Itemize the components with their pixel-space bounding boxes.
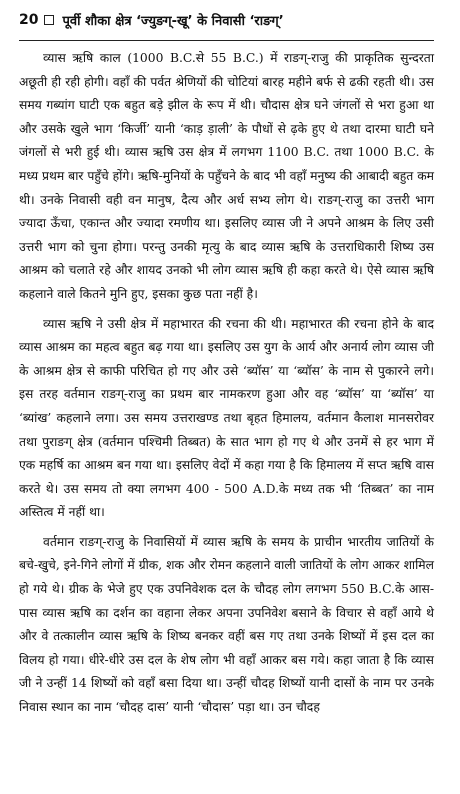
paragraph-2: व्यास ऋषि ने उसी क्षेत्र में महाभारत की रचना की थी। महाभारत की रचना होने के बाद व्यास आश्रम का महत्व बहुत बढ़ गया था। इसलिए उस युग के आर्य और अनार्य लोग व्यास जी के आश्रम क्षेत्र से काफी परिचित हो गए और उसे ‘ब्यॉस’ या ‘ब्यॉस’ के नाम से पुकारने लगे। इस तरह वर्तमान राङग्-राजु का प्रथम बार नामकरण हुआ और वह ‘ब्यॉस’ या ‘ब्यॉस’ या ‘ब्यांख’ कहलाने लगा। उस समय उत्तराखण्ड तथा बृहत हिमालय, वर्तमान कैलाश मानसरोवर तथा पुराङग् क्षेत्र (वर्तमान पश्चिमी तिब्बत) के सात भाग हो गए थे और उनमें से हर भाग में एक महर्षि का आश्रम बन गया था। इसलिए वेदों में कहा गया है कि हिमालय में सप्त ऋषि वास करते थे। उस समय तो क्या लगभग 400 - 500 A.D.के मध्य तक भी ‘तिब्बत’ का नाम अस्तित्व में नहीं था। xyxy=(19,316,434,520)
running-header xyxy=(19,0,434,41)
paragraph-1: व्यास ऋषि काल (1000 B.C.से 55 B.C.) में राङग्-राजु की प्राकृतिक सुन्दरता अछूती ही रही होगी। वहाँ की पर्वत श्रेणियों की चोटियां बारह महीने बर्फ से ढकी रहती थी। उस समय गब्यांग घाटी एक बहुत बड़े झील के रूप में थी। चौदास क्षेत्र घने जंगलों से भरा हुआ था और उसके खुले भाग ‘किर्जी’ यानी ‘काड़ ड़ाली’ के पौधों से ढ़के हुए थे तथा दारमा घाटी घने जंगलों से भरी हुई थी। व्यास ऋषि उस क्षेत्र में लगभग 1100 B.C. तथा 1000 B.C. के मध्य प्रथम बार पहुँचे होंगे। ऋषि-मुनियों के पहुँचने के बाद भी वहाँ मनुष्य की आबादी बहुत कम थी। उनके निवासी वही वन मानुष, दैत्य और अर्ध सभ्य लोग थे। राङग्-राजु का उत्तरी भाग ज्यादा ऊँचा, एकान्त और ज्यादा रमणीय था। इसलिए व्यास जी ने अपने आश्रम के लिए उसी उत्तरी भाग को चुना होगा। परन्तु उनकी मृत्यु के बाद व्यास ऋषि के उत्तराधिकारी शिष्य उस आश्रम को चलाते रहे और शायद उनको भी लोग व्यास ऋषि ही कहा करते थे। ऐसे व्यास ऋषि कहलाने वाले कितने मुनि हुए, इसका कुछ पता नहीं है। xyxy=(19,51,434,301)
square-ornament-icon xyxy=(44,15,54,25)
running-title: पूर्वी शौका क्षेत्र ‘ज्युङग्-खू’ के निवासी ‘राङग्’ xyxy=(62,14,284,29)
page-number: 20 xyxy=(19,12,39,28)
body-text xyxy=(19,47,434,720)
paragraph-3: वर्तमान राङग्-राजु के निवासियों में व्यास ऋषि के समय के प्राचीन भारतीय जातियों के बचे-खुचे, इने-गिने लोगों में ग्रीक, शक और रोमन कहलाने वाली जातियों के लोग आकर शामिल हो गये थे। ग्रीक के भेजे हुए एक उपनिवेशक दल के चौदह लोग लगभग 550 B.C.के आस-पास व्यास ऋषि का दर्शन का वहाना लेकर अपना उपनिवेश बसाने के विचार से वहाँ आये थे और वे तत्कालीन व्यास ऋषि के शिष्य बनकर वहीं बस गए तथा उनके शिष्यों में इस दल का विलय हो गया। धीरे-धीरे उस दल के शेष लोग भी वहाँ आकर बस गये। कहा जाता है कि व्यास जी ने उन्हीं 14 शिष्यों को वहाँ बसा दिया था। उन्हीं चौदह शिष्यों यानी दासों के नाम पर उनके निवास स्थान का नाम ‘चौदह दास’ यानी ‘चौदास’ पड़ा था। उन चौदह xyxy=(19,534,434,715)
